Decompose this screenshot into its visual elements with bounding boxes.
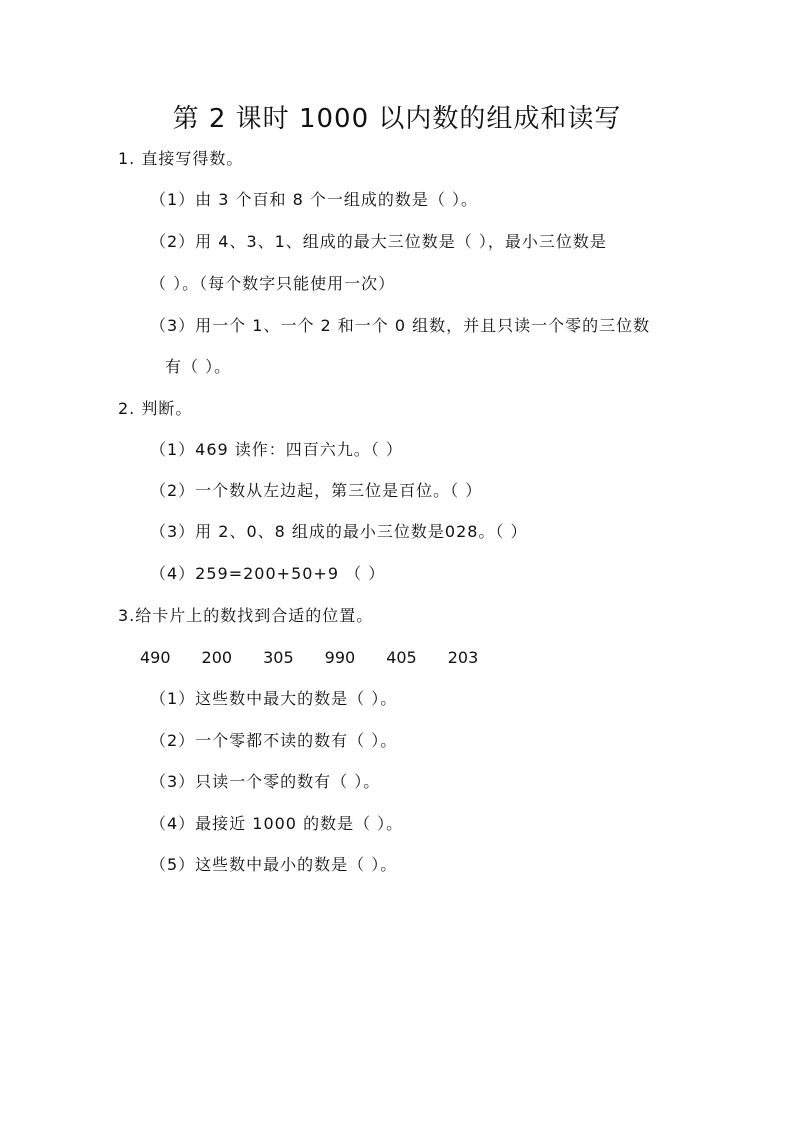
- q2-item-1: （1）469 读作：四百六九。（ ）: [150, 440, 403, 459]
- q3-item-1: （1）这些数中最大的数是（ ）。: [150, 689, 398, 708]
- q1-item-2: （2）用 4、3、1、组成的最大三位数是（ ），最小三位数是: [150, 232, 607, 251]
- q2-item-4: （4）259=200+50+9 （ ）: [150, 564, 386, 583]
- q1-heading: 1. 直接写得数。: [118, 149, 244, 168]
- q3-heading: 3.给卡片上的数找到合适的位置。: [118, 606, 374, 625]
- q3-item-4: （4）最接近 1000 的数是（ ）。: [150, 814, 404, 833]
- q3-item-3: （3）只读一个零的数有（ ）。: [150, 772, 381, 791]
- q1-item-1: （1）由 3 个百和 8 个一组成的数是（ ）。: [150, 190, 478, 209]
- q2-item-3: （3）用 2、0、8 组成的最小三位数是028。（ ）: [150, 522, 528, 541]
- number-card: 203: [447, 648, 479, 667]
- number-card: 200: [201, 648, 233, 667]
- q3-item-2: （2）一个零都不读的数有（ ）。: [150, 731, 398, 750]
- q3-item-5: （5）这些数中最小的数是（ ）。: [150, 855, 398, 874]
- number-card: 990: [324, 648, 356, 667]
- number-card: 405: [386, 648, 417, 667]
- q2-heading: 2. 判断。: [118, 399, 193, 418]
- number-card: 305: [263, 648, 294, 667]
- q1-item-3: （3）用一个 1、一个 2 和一个 0 组数，并且只读一个零的三位数: [150, 316, 651, 335]
- page-title: 第 2 课时 1000 以内数的组成和读写: [172, 104, 622, 134]
- q3-number-cards: [140, 648, 509, 668]
- q2-item-2: （2）一个数从左边起，第三位是百位。（ ）: [150, 481, 483, 500]
- q1-item-2-continued: （ ）。（每个数字只能使用一次）: [150, 274, 396, 293]
- number-card: 490: [140, 648, 171, 667]
- q1-item-3-continued: 有（ ）。: [165, 357, 232, 376]
